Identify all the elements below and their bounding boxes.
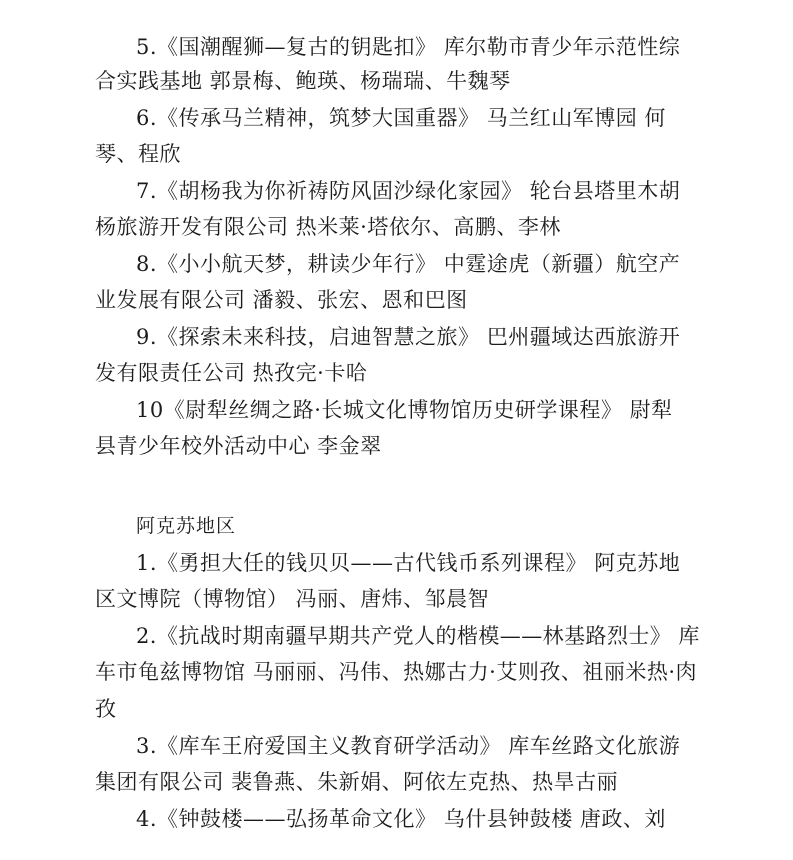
- entry-5-line-1: 5.《国潮醒狮—复古的钥匙扣》 库尔勒市青少年示范性综: [136, 35, 681, 59]
- aksu-entry-1-line-2: 区文博院（博物馆） 冯丽、唐炜、邹晨智: [95, 587, 490, 611]
- aksu-entry-2-line-2: 车市龟兹博物馆 马丽丽、冯伟、热娜古力·艾则孜、祖丽米热·肉: [95, 660, 698, 684]
- aksu-entry-4-line-1: 4.《钟鼓楼——弘扬革命文化》 乌什县钟鼓楼 唐政、刘: [136, 807, 666, 831]
- entry-6-line-2: 琴、程欣: [95, 142, 181, 166]
- aksu-entry-2-line-1: 2.《抗战时期南疆早期共产党人的楷模——林基路烈士》 库: [136, 624, 700, 648]
- aksu-entry-1-line-1: 1.《勇担大任的钱贝贝——古代钱币系列课程》 阿克苏地: [136, 551, 681, 575]
- section-heading-aksu: 阿克苏地区: [136, 515, 237, 537]
- entry-9-line-1: 9.《探索未来科技，启迪智慧之旅》 巴州疆域达西旅游开: [136, 325, 681, 349]
- aksu-entry-3-line-1: 3.《库车王府爱国主义教育研学活动》 库车丝路文化旅游: [136, 734, 681, 758]
- entry-10-line-2: 县青少年校外活动中心 李金翠: [95, 434, 382, 458]
- entry-6-line-1: 6.《传承马兰精神，筑梦大国重器》 马兰红山军博园 何: [136, 106, 666, 130]
- entry-7-line-1: 7.《胡杨我为你祈祷防风固沙绿化家园》 轮台县塔里木胡: [136, 179, 681, 203]
- entry-7-line-2: 杨旅游开发有限公司 热米莱·塔依尔、高鹏、李林: [95, 215, 561, 239]
- aksu-entry-2-line-3: 孜: [95, 697, 117, 721]
- aksu-entry-3-line-2: 集团有限公司 裴鲁燕、朱新娟、阿依左克热、热旱古丽: [95, 770, 619, 794]
- entry-8-line-2: 业发展有限公司 潘毅、张宏、恩和巴图: [95, 288, 468, 312]
- entry-9-line-2: 发有限责任公司 热孜完·卡哈: [95, 361, 368, 385]
- entry-10-line-1: 10《尉犁丝绸之路·长城文化博物馆历史研学课程》 尉犁: [136, 398, 673, 422]
- entry-8-line-1: 8.《小小航天梦，耕读少年行》 中霆途虎（新疆）航空产: [136, 252, 681, 276]
- entry-5-line-2: 合实践基地 郭景梅、鲍瑛、杨瑞瑞、牛魏琴: [95, 69, 511, 93]
